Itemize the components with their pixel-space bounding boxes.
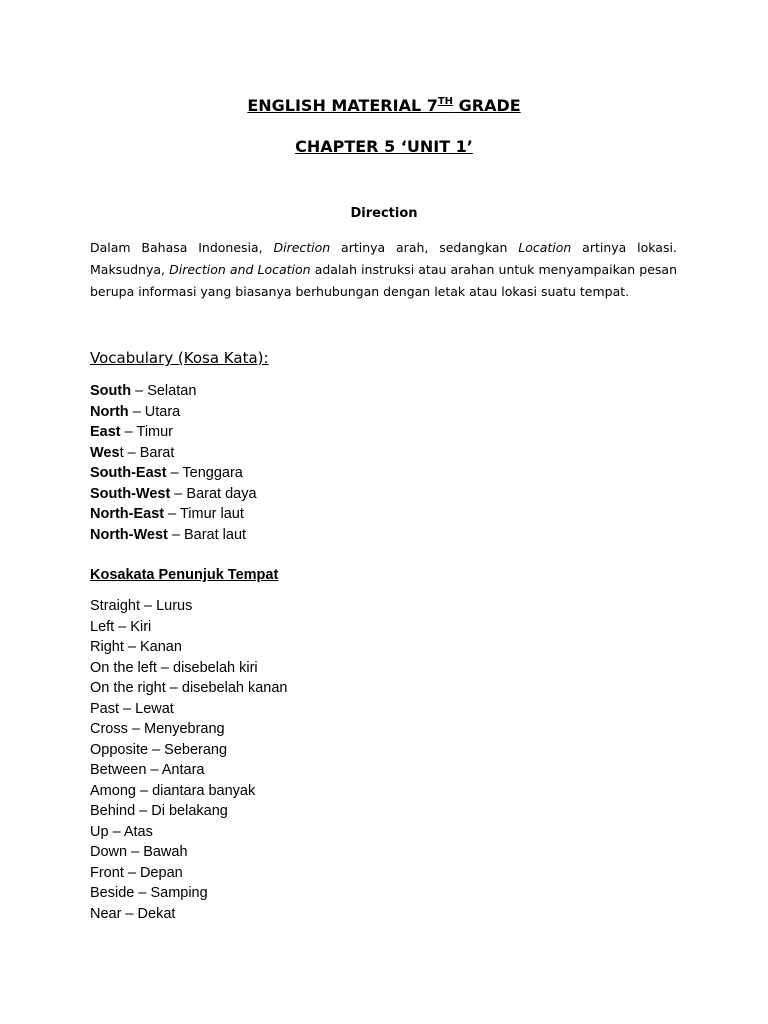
chapter-title: CHAPTER 5 ‘UNIT 1’ [295, 137, 473, 156]
list-item: Past – Lewat [90, 700, 174, 717]
place-vocabulary-heading: Kosakata Penunjuk Tempat [90, 567, 279, 583]
list-item: West – Barat [90, 444, 175, 461]
section-title: Direction [350, 206, 418, 221]
list-item: Down – Bawah [90, 844, 188, 860]
intro-line-3: berupa informasi yang biasanya berhubungan dengan letak atau lokasi suatu tempat. [90, 284, 630, 299]
list-item: Behind – Di belakang [90, 803, 228, 819]
list-item: North-West – Barat laut [90, 526, 247, 543]
title-superscript: TH [437, 96, 454, 107]
list-item: Front – Depan [90, 864, 183, 881]
list-item: Left – Kiri [90, 618, 152, 635]
document-title [0, 96, 768, 115]
title-tail: GRADE [453, 96, 521, 115]
list-item: On the right – disebelah kanan [90, 680, 288, 696]
intro-paragraph [90, 237, 677, 303]
list-item: East – Timur [90, 424, 174, 440]
place-vocabulary-list [90, 596, 288, 924]
list-item: Between – Antara [90, 762, 205, 778]
intro-line-1: Dalam Bahasa Indonesia, Direction artinya arah, sedangkan Location artinya lokasi. [90, 240, 677, 255]
intro-line-2: Maksudnya, Direction and Location adalah instruksi atau arahan untuk menyampaikan pesan [90, 262, 677, 277]
list-item: Up – Atas [90, 823, 153, 840]
list-item: Among – diantara banyak [90, 782, 256, 799]
list-item: South-East – Tenggara [90, 465, 243, 481]
title-main: ENGLISH MATERIAL 7 [247, 96, 438, 115]
list-item: Right – Kanan [90, 639, 182, 655]
list-item: South-West – Barat daya [90, 485, 257, 502]
list-item: On the left – disebelah kiri [90, 659, 258, 676]
list-item: North-East – Timur laut [90, 506, 244, 522]
list-item: Near – Dekat [90, 905, 176, 922]
list-item: North – Utara [90, 403, 181, 420]
direction-vocabulary-list [90, 381, 257, 545]
list-item: Straight – Lurus [90, 598, 193, 614]
list-item: Cross – Menyebrang [90, 721, 225, 737]
list-item: Opposite – Seberang [90, 741, 228, 758]
vocabulary-heading: Vocabulary (Kosa Kata): [90, 349, 269, 367]
list-item: South – Selatan [90, 383, 197, 399]
list-item: Beside – Samping [90, 885, 208, 901]
